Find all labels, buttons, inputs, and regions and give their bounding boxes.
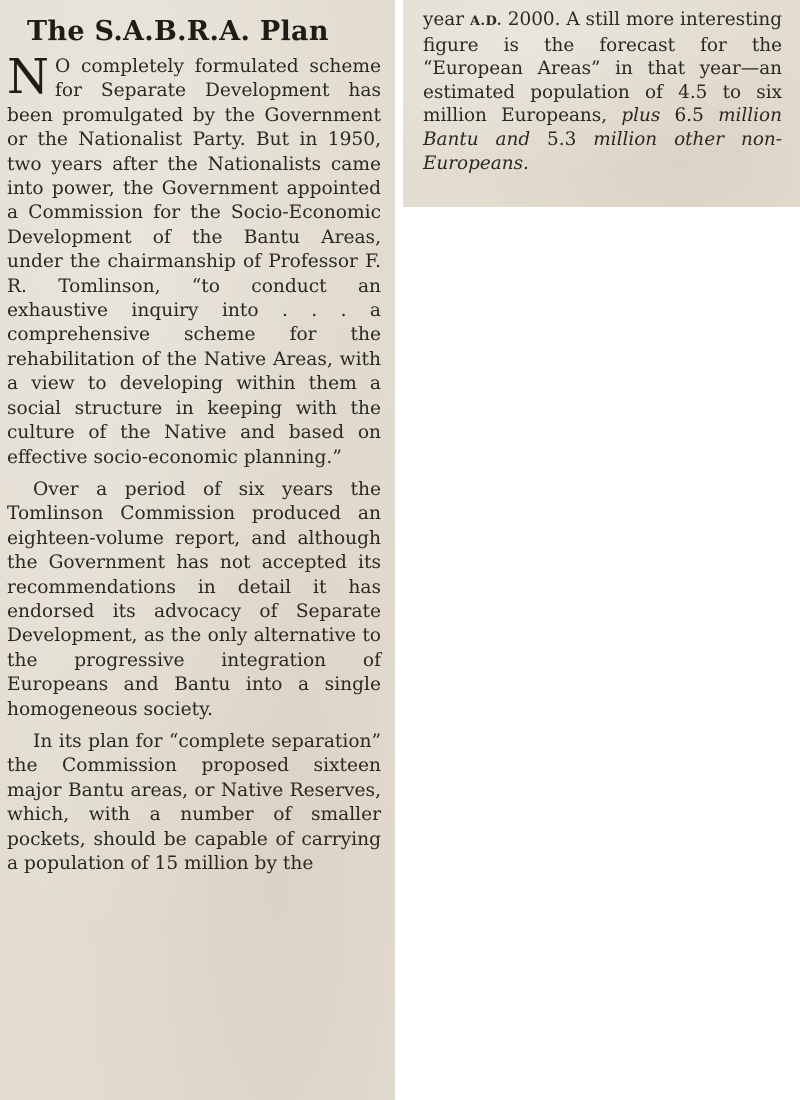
continued-text-2: 2000. A still more interesting figure is the forecast for the “European Areas” in that year—an estimated population of 4.5 to six million Europeans, [423, 9, 782, 127]
era-label: A.D. [469, 14, 502, 29]
paragraph-continued [423, 8, 782, 175]
drop-cap: N [7, 49, 49, 105]
other-figure: 5.3 [547, 128, 577, 150]
plus-word: plus [621, 105, 661, 127]
continued-text-1: year [423, 9, 465, 30]
paragraph-2: Over a period of six years the Tomlinson Commission produced an eighteen-volume report, and although the Government has not accepted its recommendations in detail it has endorsed its advocacy of Separate Development, as the only alternative to the progressive integration of Europeans and Bantu into a single homogeneous society. [7, 478, 381, 720]
article-headline: The S.A.B.R.A. Plan [27, 16, 329, 47]
clipping-left-column [0, 0, 395, 1100]
paragraph-3: In its plan for “complete separation” the Commission proposed sixteen major Bantu areas, or Native Reserves, which, with a number of smaller pockets, should be capable of carrying a population of 15 million by the [7, 730, 381, 874]
paragraph-1-text: O completely formulated scheme for Separate Development has been promulgated by the Government or the Nationalist Party. But in 1950, two years after the Nationalists came into power, the Government appointed a Commission for the Socio-Economic Development of the Bantu Areas, under the chairmanship of Professor F. R. Tomlinson, “to conduct an exhaustive inquiry into . . . a comprehensive scheme for the rehabilitation of the Native Areas, with a view to developing within them a social structure in keeping with the culture of the Native and based on effective socio-economic planning.” [7, 56, 381, 468]
clipping-right-column [403, 0, 800, 207]
bantu-label: million Bantu and [423, 105, 782, 150]
bantu-figure: 6.5 [674, 105, 704, 127]
paragraph-1 [7, 49, 381, 470]
other-label: million other non-Europeans. [423, 128, 782, 174]
